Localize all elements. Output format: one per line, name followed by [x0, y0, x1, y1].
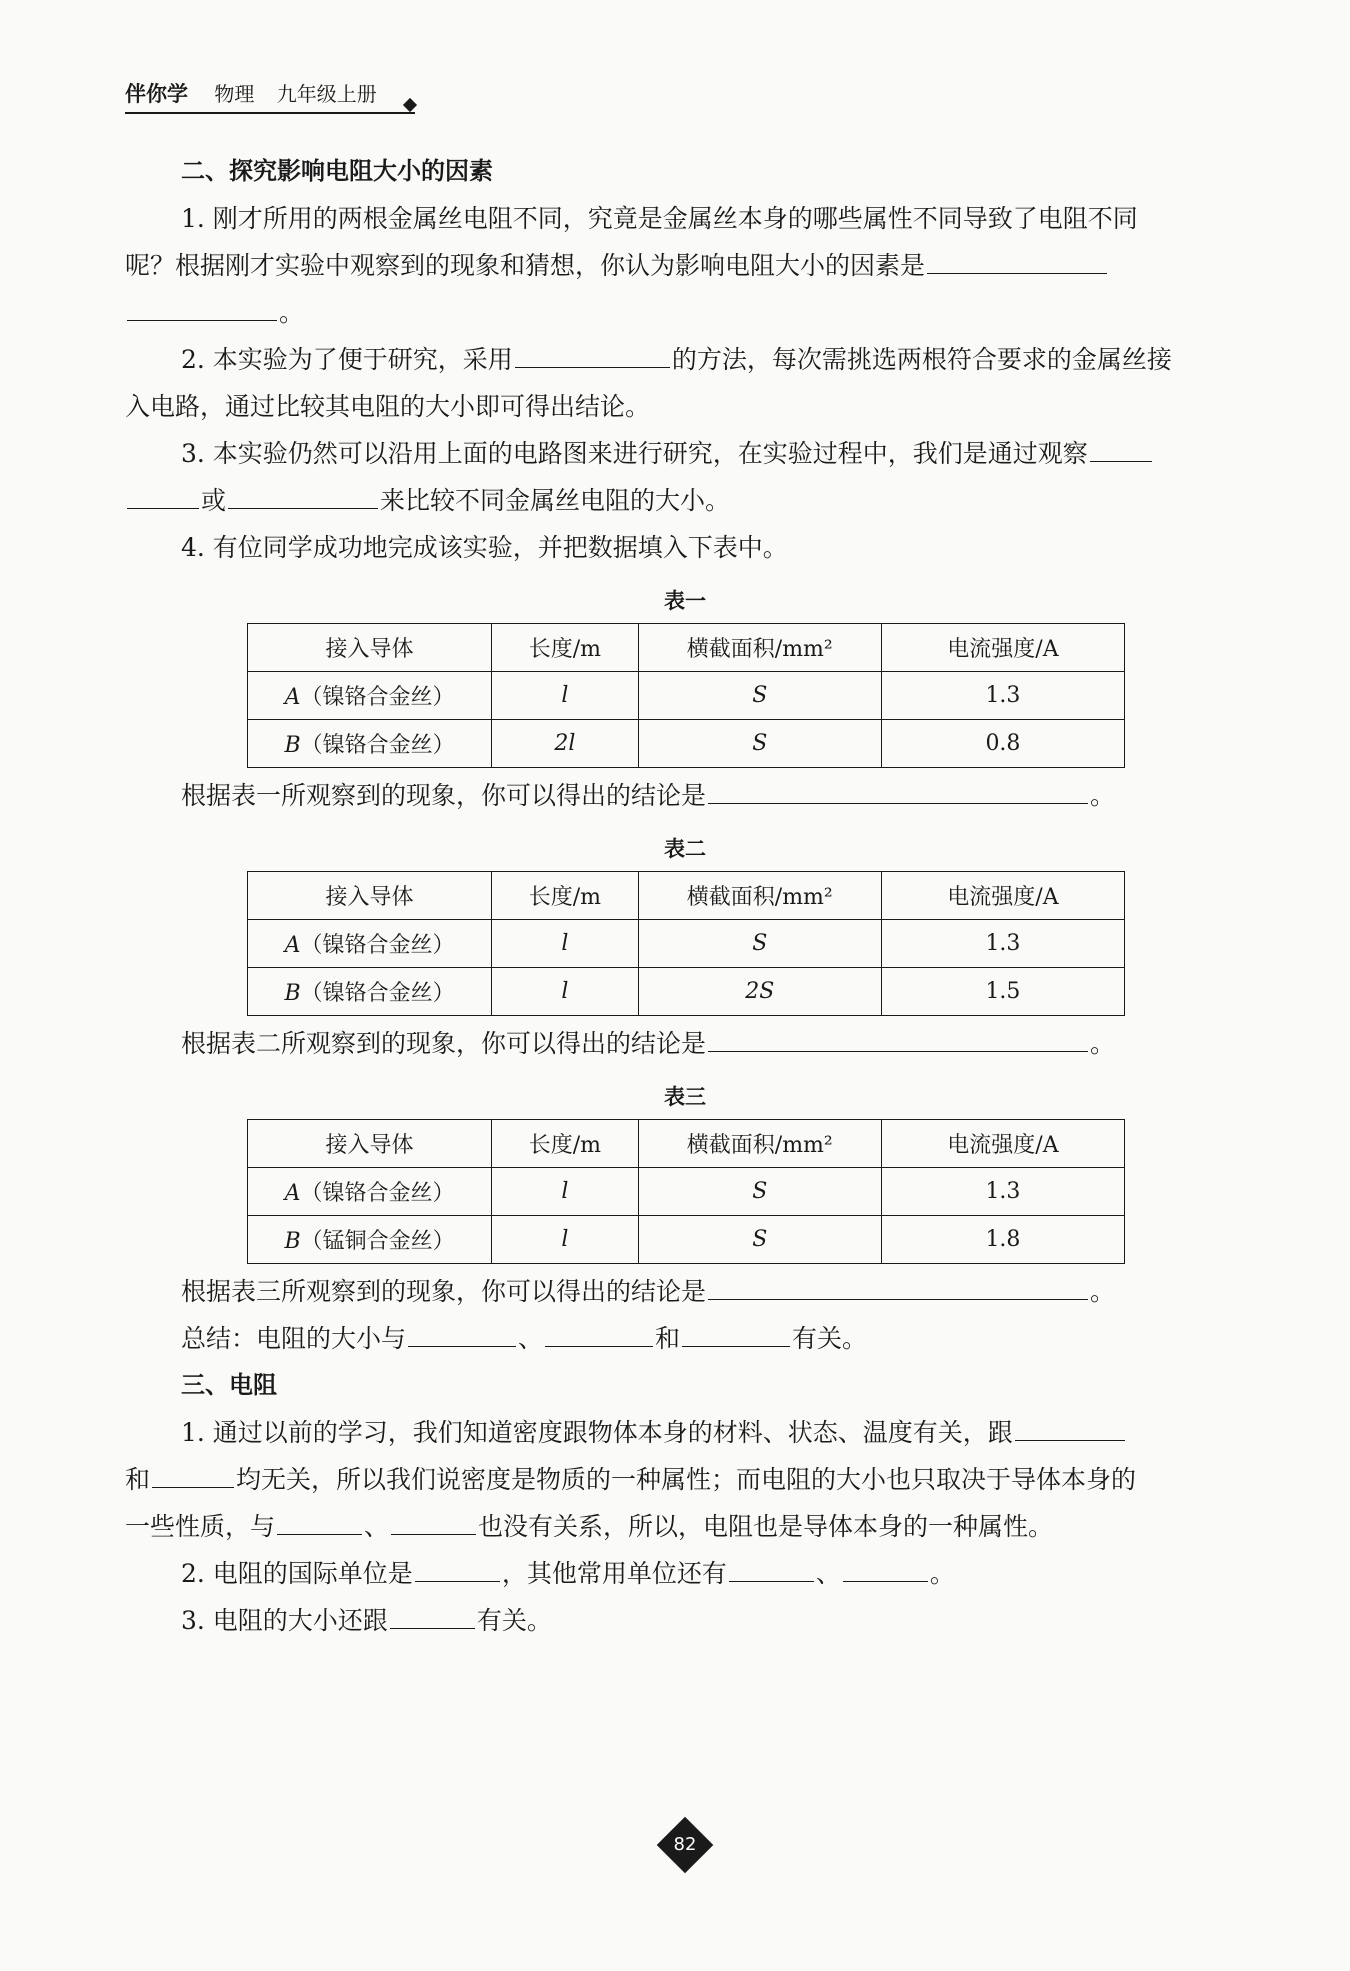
table-header-cell: 接入导体 [248, 624, 492, 672]
page-header [125, 78, 415, 114]
conclusion-line [125, 1268, 1245, 1315]
question-text [125, 1503, 1245, 1550]
table-row [248, 672, 1125, 720]
table-row [248, 720, 1125, 768]
summary-fragment: 和 [655, 1324, 681, 1353]
question-fragment: 1. 通过以前的学习，我们知道密度跟物体本身的材料、状态、温度有关，跟 [181, 1418, 1013, 1447]
answer-blank[interactable] [152, 1461, 234, 1488]
table-cell [248, 968, 492, 1016]
question-fragment: 。 [929, 1559, 955, 1588]
question-text [125, 1597, 1245, 1644]
answer-blank[interactable] [127, 294, 277, 321]
table-header-cell: 接入导体 [248, 1120, 492, 1168]
table-caption: 表一 [664, 589, 706, 613]
question-fragment: 一些性质，与 [125, 1512, 276, 1541]
answer-blank[interactable] [415, 1555, 500, 1582]
table-caption: 表三 [664, 1085, 706, 1109]
table-cell: S [638, 1216, 881, 1264]
question-fragment: 的方法，每次需挑选两根符合要求的金属丝接 [671, 345, 1172, 374]
table-cell: 0.8 [881, 720, 1124, 768]
page-number: 82 [673, 1834, 697, 1855]
table-cell: l [492, 1216, 639, 1264]
question-fragment: 和 [125, 1465, 151, 1494]
table-row [248, 1168, 1125, 1216]
table-cell: l [492, 968, 639, 1016]
conductor-material: （镍铬合金丝） [300, 933, 455, 958]
conductor-letter: B [284, 1229, 301, 1254]
conductor-letter: B [284, 733, 301, 758]
answer-blank[interactable] [515, 341, 670, 368]
summary-fragment: 总结：电阻的大小与 [181, 1324, 407, 1353]
question-text [125, 477, 1245, 524]
question-fragment: ，其他常用单位还有 [501, 1559, 727, 1588]
table-header-cell: 电流强度/A [881, 872, 1124, 920]
question-fragment: 3. 电阻的大小还跟 [181, 1606, 388, 1635]
question-fragment: 来比较不同金属丝电阻的大小。 [380, 486, 731, 515]
question-fragment: 也没有关系，所以，电阻也是导体本身的一种属性。 [478, 1512, 1054, 1541]
table-cell: 1.3 [881, 672, 1124, 720]
summary-line [125, 1315, 1245, 1362]
table-cell: 1.3 [881, 1168, 1124, 1216]
period-mark: 。 [1090, 1029, 1116, 1058]
table-cell [248, 720, 492, 768]
table-cell [248, 920, 492, 968]
conclusion-text: 根据表二所观察到的现象，你可以得出的结论是 [181, 1029, 707, 1058]
answer-blank[interactable] [708, 1025, 1088, 1052]
question-fragment: 或 [201, 486, 227, 515]
conclusion-line [125, 1020, 1245, 1067]
answer-blank[interactable] [390, 1602, 475, 1629]
table-cell: l [492, 672, 639, 720]
answer-blank[interactable] [708, 1273, 1088, 1300]
question-text: 4. 有位同学成功地完成该实验，并把数据填入下表中。 [181, 533, 788, 562]
table-header-cell: 接入导体 [248, 872, 492, 920]
table-header-cell: 长度/m [492, 1120, 639, 1168]
conductor-letter: A [284, 685, 301, 710]
table-cell: S [638, 672, 881, 720]
data-table-1 [247, 623, 1125, 768]
table-cell: l [492, 1168, 639, 1216]
question-text [125, 1456, 1245, 1503]
table-header-cell: 横截面积/mm² [638, 872, 881, 920]
period-mark: 。 [1090, 1277, 1116, 1306]
answer-blank[interactable] [1090, 435, 1152, 462]
conclusion-text: 根据表三所观察到的现象，你可以得出的结论是 [181, 1277, 707, 1306]
table-cell: 1.5 [881, 968, 1124, 1016]
conclusion-line [125, 772, 1245, 819]
table-header-cell: 横截面积/mm² [638, 624, 881, 672]
question-fragment: 有关。 [476, 1606, 552, 1635]
table-cell: 2l [492, 720, 639, 768]
section-title-resistance: 三、电阻 [181, 1371, 277, 1399]
table-cell: S [638, 1168, 881, 1216]
conclusion-text: 根据表一所观察到的现象，你可以得出的结论是 [181, 781, 707, 810]
table-cell [248, 1216, 492, 1264]
question-text [125, 336, 1245, 383]
table-cell: S [638, 920, 881, 968]
subject-label: 物理 [214, 82, 255, 106]
question-fragment: 、 [815, 1559, 841, 1588]
section-title-factors: 二、探究影响电阻大小的因素 [181, 157, 493, 185]
table-header-cell: 横截面积/mm² [638, 1120, 881, 1168]
table-row [248, 968, 1125, 1016]
answer-blank[interactable] [708, 777, 1088, 804]
answer-blank[interactable] [729, 1555, 814, 1582]
summary-fragment: 、 [518, 1324, 544, 1353]
answer-blank[interactable] [228, 482, 378, 509]
question-fragment: 2. 电阻的国际单位是 [181, 1559, 413, 1588]
question-fragment: 3. 本实验仍然可以沿用上面的电路图来进行研究，在实验过程中，我们是通过观察 [181, 439, 1088, 468]
conductor-letter: B [284, 981, 301, 1006]
grade-label: 九年级上册 [276, 82, 377, 106]
conductor-letter: A [284, 1181, 301, 1206]
brand-name: 伴你学 [125, 82, 188, 106]
data-table-2 [247, 871, 1125, 1016]
question-text [125, 1409, 1245, 1456]
table-header-row [248, 872, 1125, 920]
answer-blank[interactable] [843, 1555, 928, 1582]
question-fragment: 。 [279, 298, 305, 327]
answer-blank[interactable] [277, 1508, 362, 1535]
summary-fragment: 有关。 [792, 1324, 868, 1353]
answer-blank[interactable] [927, 247, 1107, 274]
table-header-cell: 长度/m [492, 624, 639, 672]
table-cell: l [492, 920, 639, 968]
answer-blank[interactable] [682, 1320, 790, 1347]
answer-blank[interactable] [408, 1320, 516, 1347]
table-cell: 1.3 [881, 920, 1124, 968]
question-fragment: 2. 本实验为了便于研究，采用 [181, 345, 513, 374]
table-header-cell: 电流强度/A [881, 1120, 1124, 1168]
table-header-cell: 长度/m [492, 872, 639, 920]
question-text [125, 289, 1245, 336]
answer-blank[interactable] [1015, 1414, 1125, 1441]
conductor-letter: A [284, 933, 301, 958]
question-text [125, 1550, 1245, 1597]
question-fragment: 、 [364, 1512, 390, 1541]
conductor-material: （镍铬合金丝） [300, 981, 455, 1006]
table-cell: S [638, 720, 881, 768]
answer-blank[interactable] [545, 1320, 653, 1347]
conductor-material: （镍铬合金丝） [300, 685, 455, 710]
question-fragment: 呢？根据刚才实验中观察到的现象和猜想，你认为影响电阻大小的因素是 [125, 251, 926, 280]
answer-blank[interactable] [127, 482, 199, 509]
period-mark: 。 [1090, 781, 1116, 810]
conductor-material: （镍铬合金丝） [300, 1181, 455, 1206]
table-cell [248, 672, 492, 720]
table-cell [248, 1168, 492, 1216]
table-row [248, 1216, 1125, 1264]
data-table-3 [247, 1119, 1125, 1264]
table-row [248, 920, 1125, 968]
question-text: 入电路，通过比较其电阻的大小即可得出结论。 [125, 392, 651, 421]
table-header-row [248, 624, 1125, 672]
conductor-material: （镍铬合金丝） [300, 733, 455, 758]
table-caption: 表二 [664, 837, 706, 861]
answer-blank[interactable] [391, 1508, 476, 1535]
question-fragment: 均无关，所以我们说密度是物质的一种属性；而电阻的大小也只取决于导体本身的 [236, 1465, 1137, 1494]
question-text [125, 430, 1245, 477]
question-text: 1. 刚才所用的两根金属丝电阻不同，究竟是金属丝本身的哪些属性不同导致了电阻不同 [181, 204, 1138, 233]
table-header-cell: 电流强度/A [881, 624, 1124, 672]
table-cell: 1.8 [881, 1216, 1124, 1264]
table-cell: 2S [638, 968, 881, 1016]
page-content [125, 148, 1245, 1644]
table-header-row [248, 1120, 1125, 1168]
conductor-material: （锰铜合金丝） [300, 1229, 455, 1254]
question-text [125, 242, 1245, 289]
